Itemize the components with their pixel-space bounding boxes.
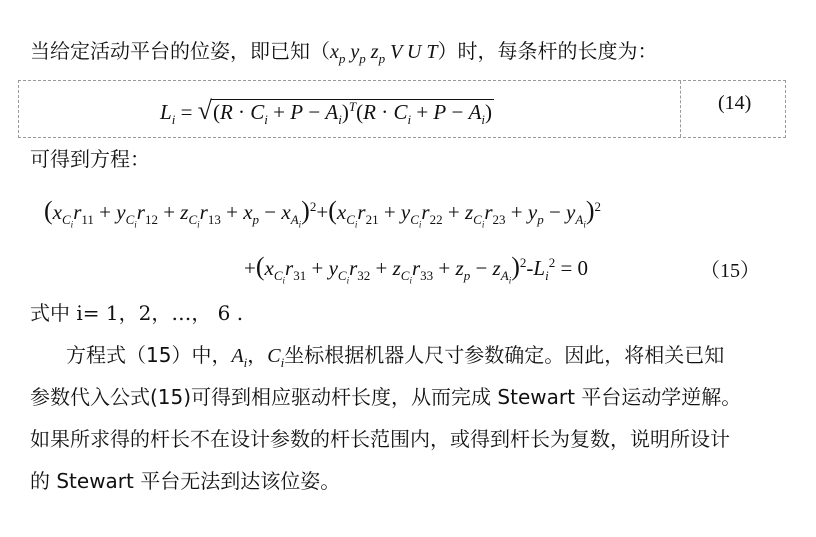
intro-line	[30, 38, 658, 65]
intro-pose-vars: $x_p$ $y_p$ $z_p$ V U T	[330, 41, 438, 66]
var-c-i: $C_i$	[267, 345, 285, 370]
paragraph-line-1	[66, 342, 724, 369]
equation-number-divider	[680, 81, 681, 137]
paragraph-text: 方程式（15）中，	[66, 343, 232, 367]
var-a-i: $A_i$	[231, 345, 248, 370]
paragraph-text: 坐标根据机器人尺寸参数确定。因此，将相关已知	[284, 343, 725, 367]
paragraph-line-4: 的 Stewart 平台无法到达该位姿。	[30, 469, 341, 493]
lead-text: 可得到方程：	[30, 147, 150, 171]
index-range-text: 式中 i= 1，2，…， 6 .	[30, 301, 244, 325]
intro-text-before: 当给定活动平台的位姿，即已知（	[30, 39, 330, 63]
equation-14-number: (14)	[718, 92, 752, 114]
equation-14: $L_i = √(R \cdot C_i + P - A_i)^T(R \cdot C_i + P - A_i)$	[160, 96, 493, 128]
paragraph-line-3: 如果所求得的杆长不在设计参数的杆长范围内，或得到杆长为复数，说明所设计	[30, 427, 730, 451]
intro-text-after: ）时，每条杆的长度为：	[437, 39, 658, 63]
equation-15-number: （15）	[700, 260, 760, 282]
equation-15-line-2: $+(x_{C_i}r_{31} + y_{C_i}r_{32} + z_{C_i}r_{33} + z_p - z_{A_i})^2-L_i^2 = 0$	[244, 252, 589, 286]
paragraph-sep: ，	[247, 343, 268, 367]
equation-15-line-1: $(x_{C_i}r_{11} + y_{C_i}r_{12} + z_{C_i}r_{13} + x_p - x_{A_i})^2+(x_{C_i}r_{21} + y_{C_i}r_{22} + z_{C_i}r_{23} + y_p - y_{A_i})^2$	[44, 196, 601, 230]
paragraph-line-2: 参数代入公式(15)可得到相应驱动杆长度，从而完成 Stewart 平台运动学逆解。	[30, 385, 742, 409]
